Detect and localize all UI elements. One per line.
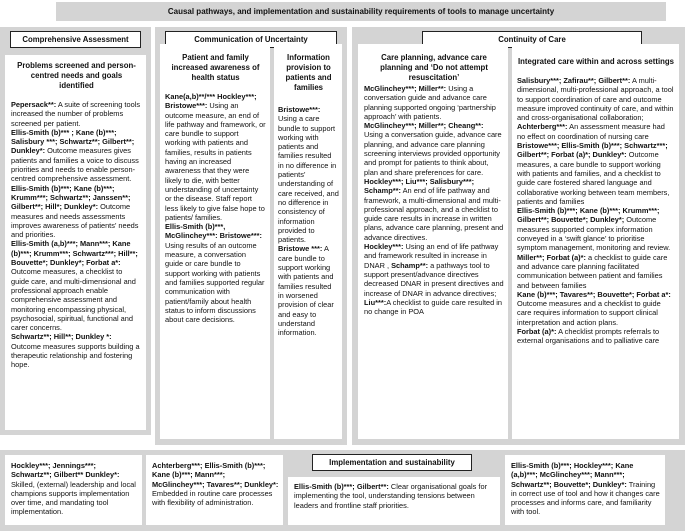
entry	[11, 128, 142, 184]
entry-authors: Ellis-Smith (b)***; Kane (b)***; Krumm***; Gilbert**; Bouvette*; Dunkley*;	[517, 206, 660, 225]
entry	[165, 92, 266, 222]
entry-authors: Ellis-Smith (b)***; Hockley***; Kane (a,b)***; McGlinchey***; Mann***; Schwartz**; Bouvette*; Dunkley*:	[511, 461, 634, 489]
entry-authors: Salisbury***; Zafirau**; Gilbert**:	[517, 76, 631, 85]
entry-text: Outcome measures supported complex information conveyed in a ‘swift glance’ to prioritise symptom management, monitoring and review.	[517, 215, 671, 253]
entry-text: Outcome measures and a checklist to guide care requires information to support clinical interpretation and action plans.	[517, 299, 661, 327]
entry-authors: Bristowe***; Ellis-Smith (b)***; Schwartz***; Gilbert**; Forbat (a)*; Dunkley*:	[517, 141, 668, 160]
entry-text: Outcome measures, a checklist to guide care, and multi-dimensional and professional approach enable comprehensive assessment and monitoring encompassing physical, psychosocial, spiritual, functional and carer concerns.	[11, 267, 136, 333]
entry-authors: Ellis-Smith (b)***; Gilbert**:	[294, 482, 389, 491]
entry-text: Using a care bundle to support working with patients and families resulted in no difference in patients’ understanding of care received, and no difference in consistency of information provided to patients.	[278, 114, 339, 245]
entry	[517, 327, 675, 346]
entry-authors: Schwartz**; Hill**; Dunkley *:	[11, 332, 112, 342]
entry-text: Outcome measures gives patients and families a voice to discuss priorities and needs to enable person-centred comprehensive assessment.	[11, 146, 139, 184]
entry	[11, 239, 142, 332]
entry-authors: Liu***:	[364, 297, 387, 307]
entry-text: Skilled, (external) leadership and local champions supports implementation over time, and mandating tool implementation.	[11, 479, 136, 517]
continuity-col2-subheading: Integrated care within and across settings	[518, 57, 674, 66]
entry	[278, 244, 339, 337]
entry-authors: Ellis-Smith (b)***, McGlinchey***: Bristowe***:	[165, 222, 262, 241]
entry-text: An assessment measure had no effect on coordination of nursing care	[517, 122, 665, 141]
entry	[165, 222, 266, 324]
entry-authors: Achterberg***:	[517, 122, 568, 132]
continuity-col1-subheading: Care planning, advance care planning and ‘Do not attempt resuscitation’	[380, 53, 488, 82]
entry-authors: Hockley***; Jennings***; Schwartz**; Gilbert** Dunkley*:	[11, 461, 120, 480]
entry-text: Using an outcome measure, an end of life pathway and framework, or care bundle to support working with patients and families, results in patients having an increased awareness that they were likely to die, with better understanding of uncertainty or the disease. Staff report less likely to give false hope to patients/ families.	[165, 101, 266, 222]
entry-text: Outcome measures supports building a therapeutic relationship and fostering hope.	[11, 341, 140, 370]
entry-authors: McGlinchey***; Miller**:	[364, 84, 447, 93]
entry-authors: Achterberg***; Ellis-Smith (b)***; Kane (b)***; Mann***; McGlinchey***; Tavares**; Dunkley*:	[152, 461, 279, 489]
entry	[364, 242, 504, 316]
comprehensive-assessment-entries	[11, 100, 142, 370]
entry-text: Embedded in routine care processes with flexibility of administration.	[152, 488, 273, 508]
diagram-title-banner: Causal pathways, and implementation and sustainability requirements of tools to manage uncertainty	[56, 2, 666, 21]
entry-text: Using a conversation guide and advance care planning supported ongoing ‘partnership approach’ with patients.	[364, 84, 496, 121]
continuity-col1	[358, 44, 508, 439]
entry-authors: Forbat (a)*:	[517, 327, 557, 337]
entry-authors: Pepersack**:	[11, 100, 57, 109]
implementation-panel	[0, 450, 685, 531]
entry	[11, 100, 142, 128]
entry-text: Training in correct use of tool and how it changes care processes and informs care, and familiarity with tool.	[511, 479, 660, 517]
entry	[364, 84, 504, 121]
entry	[364, 177, 504, 242]
entry-authors: Ellis-Smith (a,b)***; Mann***; Kane (b)***; Krumm***; Schwartz***; Hill**; Bouvette*; Dunkley*; Forbat a*:	[11, 239, 138, 268]
entry-text: Outcome measures, a care bundle to support working with patients and families, and a checklist to guide care fostered shared language and collaborative working between team members, patients and families	[517, 150, 670, 206]
entry-authors: Miller**; Forbat (a)*:	[517, 252, 586, 262]
continuity-col2	[512, 44, 679, 439]
communication-col1	[160, 44, 270, 439]
entry-authors: McGlinchey***; Miller**; Cheang**:	[364, 121, 484, 131]
implementation-box-training	[505, 455, 665, 525]
entry	[517, 76, 675, 141]
entry-authors: Kane (b)***; Tavares**; Bouvette*; Forbat a*:	[517, 289, 671, 299]
entry-text: Using results of an outcome measure, a conversation guide or care bundle to support working with patients and families supported regular communication with patient/family about health status to inform discussions about care decisions.	[165, 240, 265, 325]
entry-text: a pathways tool to support present/advance directives decreased DNAR in present directives and increase of DNAR in advance directives;	[364, 260, 504, 298]
entry-authors: Bristowe***:	[278, 105, 321, 114]
entry	[517, 253, 675, 290]
entry-text: An end of life pathway and framework, a multi-dimensional and multi-professional approach, and a checklist to guide care results in increase in written plans, advance care planning, present and advance directives.	[364, 186, 504, 242]
comprehensive-assessment-panel	[0, 27, 151, 435]
entry-text: A checklist to guide care resulted in no change in POA	[364, 297, 503, 317]
communication-panel	[155, 27, 347, 445]
entry-authors: Bristowe ***:	[278, 244, 323, 254]
comprehensive-assessment-content	[5, 55, 146, 430]
comprehensive-assessment-subheading: Problems screened and person-centred needs and goals identified	[17, 61, 136, 90]
entry-text: A checklist prompts referrals to external organisations and to palliative care	[517, 327, 660, 346]
comprehensive-assessment-heading: Comprehensive Assessment	[10, 31, 141, 48]
communication-heading: Communication of Uncertainty	[165, 31, 337, 48]
communication-col2-subheading: Information provision to patients and families	[285, 53, 332, 92]
communication-col2	[274, 44, 342, 439]
implementation-box-goals	[288, 477, 500, 525]
communication-col1-subheading: Patient and family increased awareness of health status	[171, 53, 260, 82]
entry-authors: Kane(a,b)**/*** Hockley***; Bristowe***:	[165, 92, 257, 111]
entry	[517, 206, 675, 252]
entry-text: Outcome measures and needs assessments improves awareness of patients’ needs and priorities.	[11, 202, 139, 240]
entry-authors: Hockley***:	[364, 242, 404, 252]
entry-text: A multi-dimensional, multi-professional approach, a tool to support coordination of care and outcome measure improved continuity of care, and within and cross-organisational collaboration;	[517, 76, 674, 123]
implementation-box-routine	[146, 455, 283, 525]
entry	[278, 105, 339, 244]
entry	[517, 141, 675, 206]
entry	[11, 184, 142, 240]
entry-authors: Ellis-Smith (b)***; Kane (b)***; Krumm***; Schwartz**; Janssen**; Gilbert**; Hill*; Dunkley*:	[11, 183, 131, 212]
entry-text: A care bundle to support working with patients and families resulted in worsened provision of clear and easy to understand information.	[278, 244, 334, 338]
entry	[11, 332, 142, 369]
entry	[364, 121, 504, 177]
continuity-heading: Continuity of Care	[422, 31, 642, 48]
entry-authors: Hockley***; Liu***; Salisbury***; Schamp**:	[364, 176, 475, 196]
continuity-panel	[352, 27, 685, 445]
entry-authors: Ellis-Smith (b)*** ; Kane (b)***; Salisbury ***; Schwartz**; Gilbert**; Dunkley*:	[11, 127, 135, 156]
entry-text: A suite of screening tools increased the number of problems screened per patient.	[11, 100, 141, 128]
entry-text: a checklist to guide care and advance care planning facilitated communication between patient and families and between families	[517, 252, 668, 290]
implementation-heading: Implementation and sustainability	[312, 454, 472, 471]
implementation-box-leadership	[5, 455, 142, 525]
entry-authors: Schamp**:	[391, 260, 429, 270]
entry	[517, 290, 675, 327]
entry-text: Clear organisational goals for implementing the tool, understanding tensions between leaders and frontline staff priorities.	[294, 482, 488, 510]
entry-text: Using an end of life pathway and framework resulted in increase in DNAR ,	[364, 242, 499, 270]
entry-text: Using a conversation guide, advance care planning, and advance care planning screening interviews provided opportunity and prompt for patients to think about, plan and share preferences for care.	[364, 130, 502, 177]
